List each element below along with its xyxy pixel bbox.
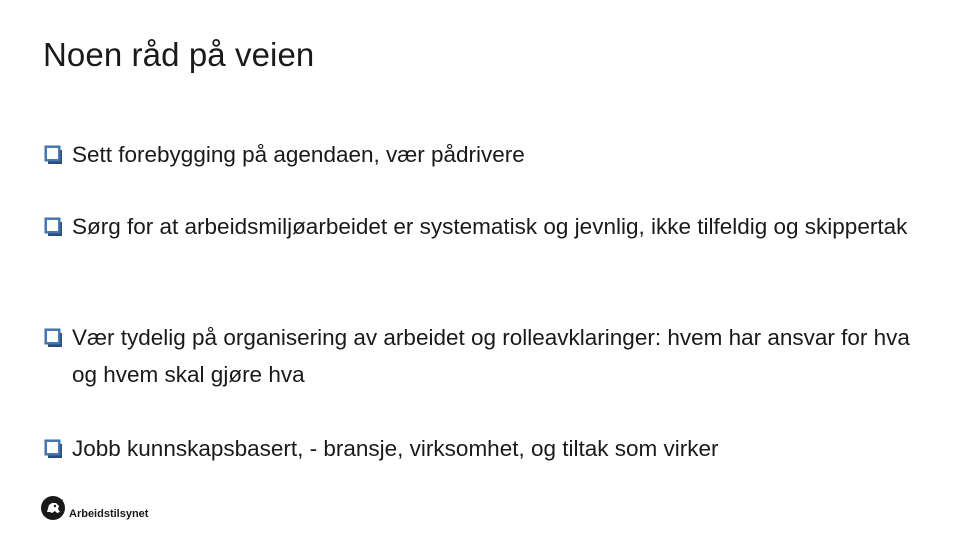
slide-title: Noen råd på veien <box>43 36 315 73</box>
logo-text: Arbeidstilsynet <box>69 508 149 520</box>
bullet-item <box>44 430 914 467</box>
arbeidstilsynet-logo <box>40 494 148 522</box>
checkbox-bullet-icon <box>44 145 64 165</box>
bullet-item <box>44 136 914 173</box>
checkbox-bullet-icon <box>44 439 64 459</box>
bullet-text: Sett forebygging på agendaen, vær pådrivere <box>72 142 525 167</box>
bullet-item <box>44 319 914 393</box>
bullet-text: Sørg for at arbeidsmiljøarbeidet er systematisk og jevnlig, ikke tilfeldig og skippertak <box>72 214 908 239</box>
checkbox-bullet-icon <box>44 328 64 348</box>
arbeidstilsynet-lion-icon <box>40 495 66 521</box>
checkbox-bullet-icon <box>44 217 64 237</box>
bullet-text: Vær tydelig på organisering av arbeidet og rolleavklaringer: hvem har ansvar for hva og hvem skal gjøre hva <box>72 325 910 387</box>
bullet-text: Jobb kunnskapsbasert, - bransje, virksomhet, og tiltak som virker <box>72 436 719 461</box>
bullet-item <box>44 208 914 245</box>
